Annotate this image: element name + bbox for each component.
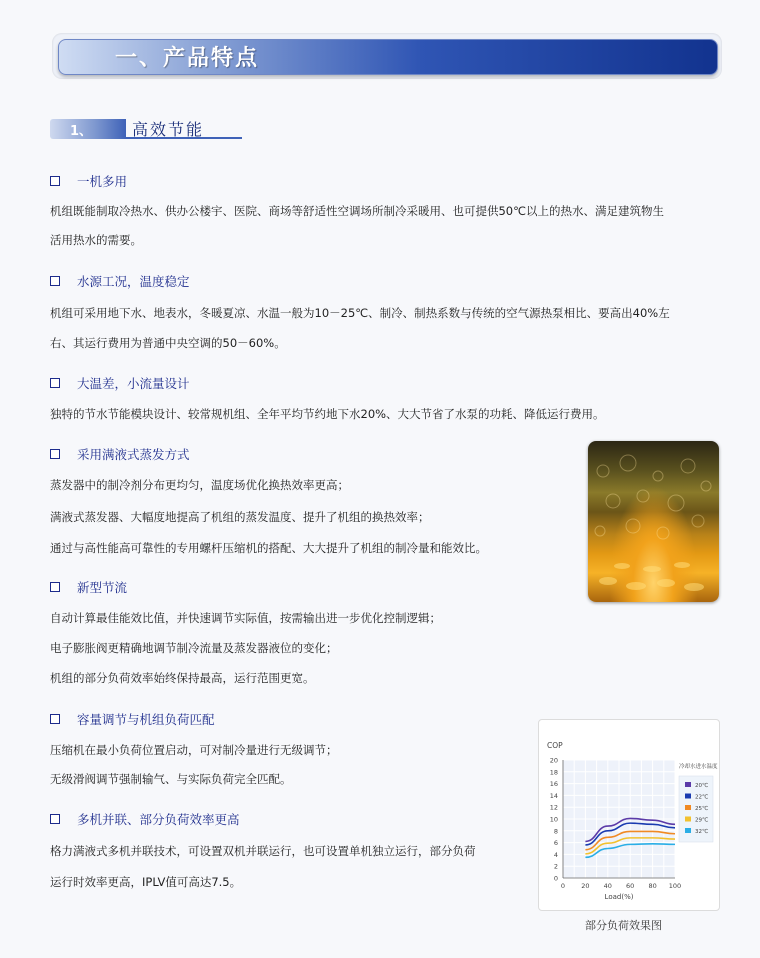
feature-heading-text: 采用满液式蒸发方式 xyxy=(77,447,190,462)
y-tick-label: 12 xyxy=(549,803,558,812)
feature-heading-text: 大温差，小流量设计 xyxy=(77,376,190,391)
y-tick-label: 16 xyxy=(549,780,558,789)
feature-heading xyxy=(50,172,127,190)
y-tick-label: 18 xyxy=(549,768,558,777)
feature-line: 压缩机在最小负荷位置启动，可对制冷量进行无级调节； xyxy=(50,743,338,757)
legend-label: 20℃ xyxy=(695,783,709,789)
feature-line: 独特的节水节能模块设计、较常规机组、全年平均节约地下水20%、大大节省了水泵的功耗、降低运行费用。 xyxy=(50,407,605,421)
legend-swatch xyxy=(685,782,691,787)
legend-label: 25℃ xyxy=(695,806,709,812)
feature-line: 运行时效率更高，IPLV值可高达7.5。 xyxy=(50,875,242,889)
checkbox-square-icon xyxy=(50,378,60,388)
section-title: 高效节能 xyxy=(132,120,205,139)
feature-line: 机组既能制取冷热水、供办公楼宇、医院、商场等舒适性空调场所制冷采暖用、也可提供50℃以上的热水、满足建筑物生 xyxy=(50,204,665,218)
feature-line: 无级滑阀调节强制输气、与实际负荷完全匹配。 xyxy=(50,772,292,786)
x-tick-label: 80 xyxy=(648,882,657,890)
evaporator-photo xyxy=(588,441,719,602)
y-tick-label: 6 xyxy=(553,839,558,848)
x-axis-label: Load(%) xyxy=(604,893,634,901)
x-tick-label: 100 xyxy=(668,882,682,890)
y-tick-label: 8 xyxy=(553,827,558,836)
feature-line: 机组可采用地下水、地表水，冬暖夏凉、水温一般为10－25℃、制冷、制热系数与传统的空气源热泵相比、要高出40%左 xyxy=(50,306,670,320)
checkbox-square-icon xyxy=(50,449,60,459)
feature-heading xyxy=(50,272,190,290)
feature-heading-text: 容量调节与机组负荷匹配 xyxy=(77,712,215,727)
feature-line: 右、其运行费用为普通中央空调的50－60%。 xyxy=(50,336,286,350)
legend-label: 22℃ xyxy=(695,794,709,801)
feature-line: 机组的部分负荷效率始终保持最高，运行范围更宽。 xyxy=(50,671,315,685)
section-number: 1、 xyxy=(70,124,93,139)
feature-line: 电子膨胀阀更精确地调节制冷流量及蒸发器液位的变化； xyxy=(50,641,338,655)
y-tick-label: 10 xyxy=(549,815,558,824)
checkbox-square-icon xyxy=(50,582,60,592)
banner-title: 一、产品特点 xyxy=(115,46,260,71)
checkbox-square-icon xyxy=(50,814,60,824)
feature-heading xyxy=(50,445,190,463)
y-tick-label: 0 xyxy=(553,874,558,883)
feature-line: 活用热水的需要。 xyxy=(50,233,142,247)
cop-line-chart xyxy=(539,720,719,910)
chart-caption: 部分负荷效果图 xyxy=(585,919,662,932)
y-tick-label: 20 xyxy=(549,756,558,765)
checkbox-square-icon xyxy=(50,714,60,724)
legend-swatch xyxy=(685,828,691,833)
y-tick-label: 4 xyxy=(553,850,558,859)
y-tick-label: 2 xyxy=(553,862,558,871)
feature-heading-text: 水源工况，温度稳定 xyxy=(77,274,190,289)
feature-heading xyxy=(50,710,215,728)
legend-swatch xyxy=(685,805,691,810)
checkbox-square-icon xyxy=(50,276,60,286)
feature-heading-text: 一机多用 xyxy=(77,174,128,189)
feature-heading xyxy=(50,578,127,596)
x-tick-label: 20 xyxy=(581,882,590,890)
checkbox-square-icon xyxy=(50,176,60,186)
feature-heading-text: 多机并联、部分负荷效率更高 xyxy=(77,812,240,827)
cop-chart-card xyxy=(538,719,720,911)
feature-heading xyxy=(50,374,190,392)
legend-label: 32℃ xyxy=(695,829,709,835)
x-tick-label: 60 xyxy=(626,882,635,890)
legend-title: 冷却水进水温度 xyxy=(679,764,718,770)
x-tick-label: 0 xyxy=(560,882,566,890)
legend-label: 29℃ xyxy=(695,817,709,824)
feature-heading-text: 新型节流 xyxy=(77,580,128,595)
feature-line: 格力满液式多机并联技术，可设置双机并联运行，也可设置单机独立运行，部分负荷 xyxy=(50,844,476,858)
bubble-texture xyxy=(588,441,719,602)
y-axis-label: COP xyxy=(547,741,563,750)
legend-swatch xyxy=(685,817,691,822)
x-tick-label: 40 xyxy=(603,882,612,890)
feature-line: 满液式蒸发器、大幅度地提高了机组的蒸发温度、提升了机组的换热效率； xyxy=(50,510,430,524)
feature-line: 蒸发器中的制冷剂分布更均匀，温度场优化换热效率更高； xyxy=(50,478,349,492)
feature-line: 通过与高性能高可靠性的专用螺杆压缩机的搭配、大大提升了机组的制冷量和能效比。 xyxy=(50,541,487,555)
feature-heading xyxy=(50,810,240,828)
legend-swatch xyxy=(685,794,691,799)
y-tick-label: 14 xyxy=(549,791,558,800)
feature-line: 自动计算最佳能效比值，并快速调节实际值，按需输出进一步优化控制逻辑； xyxy=(50,611,441,625)
